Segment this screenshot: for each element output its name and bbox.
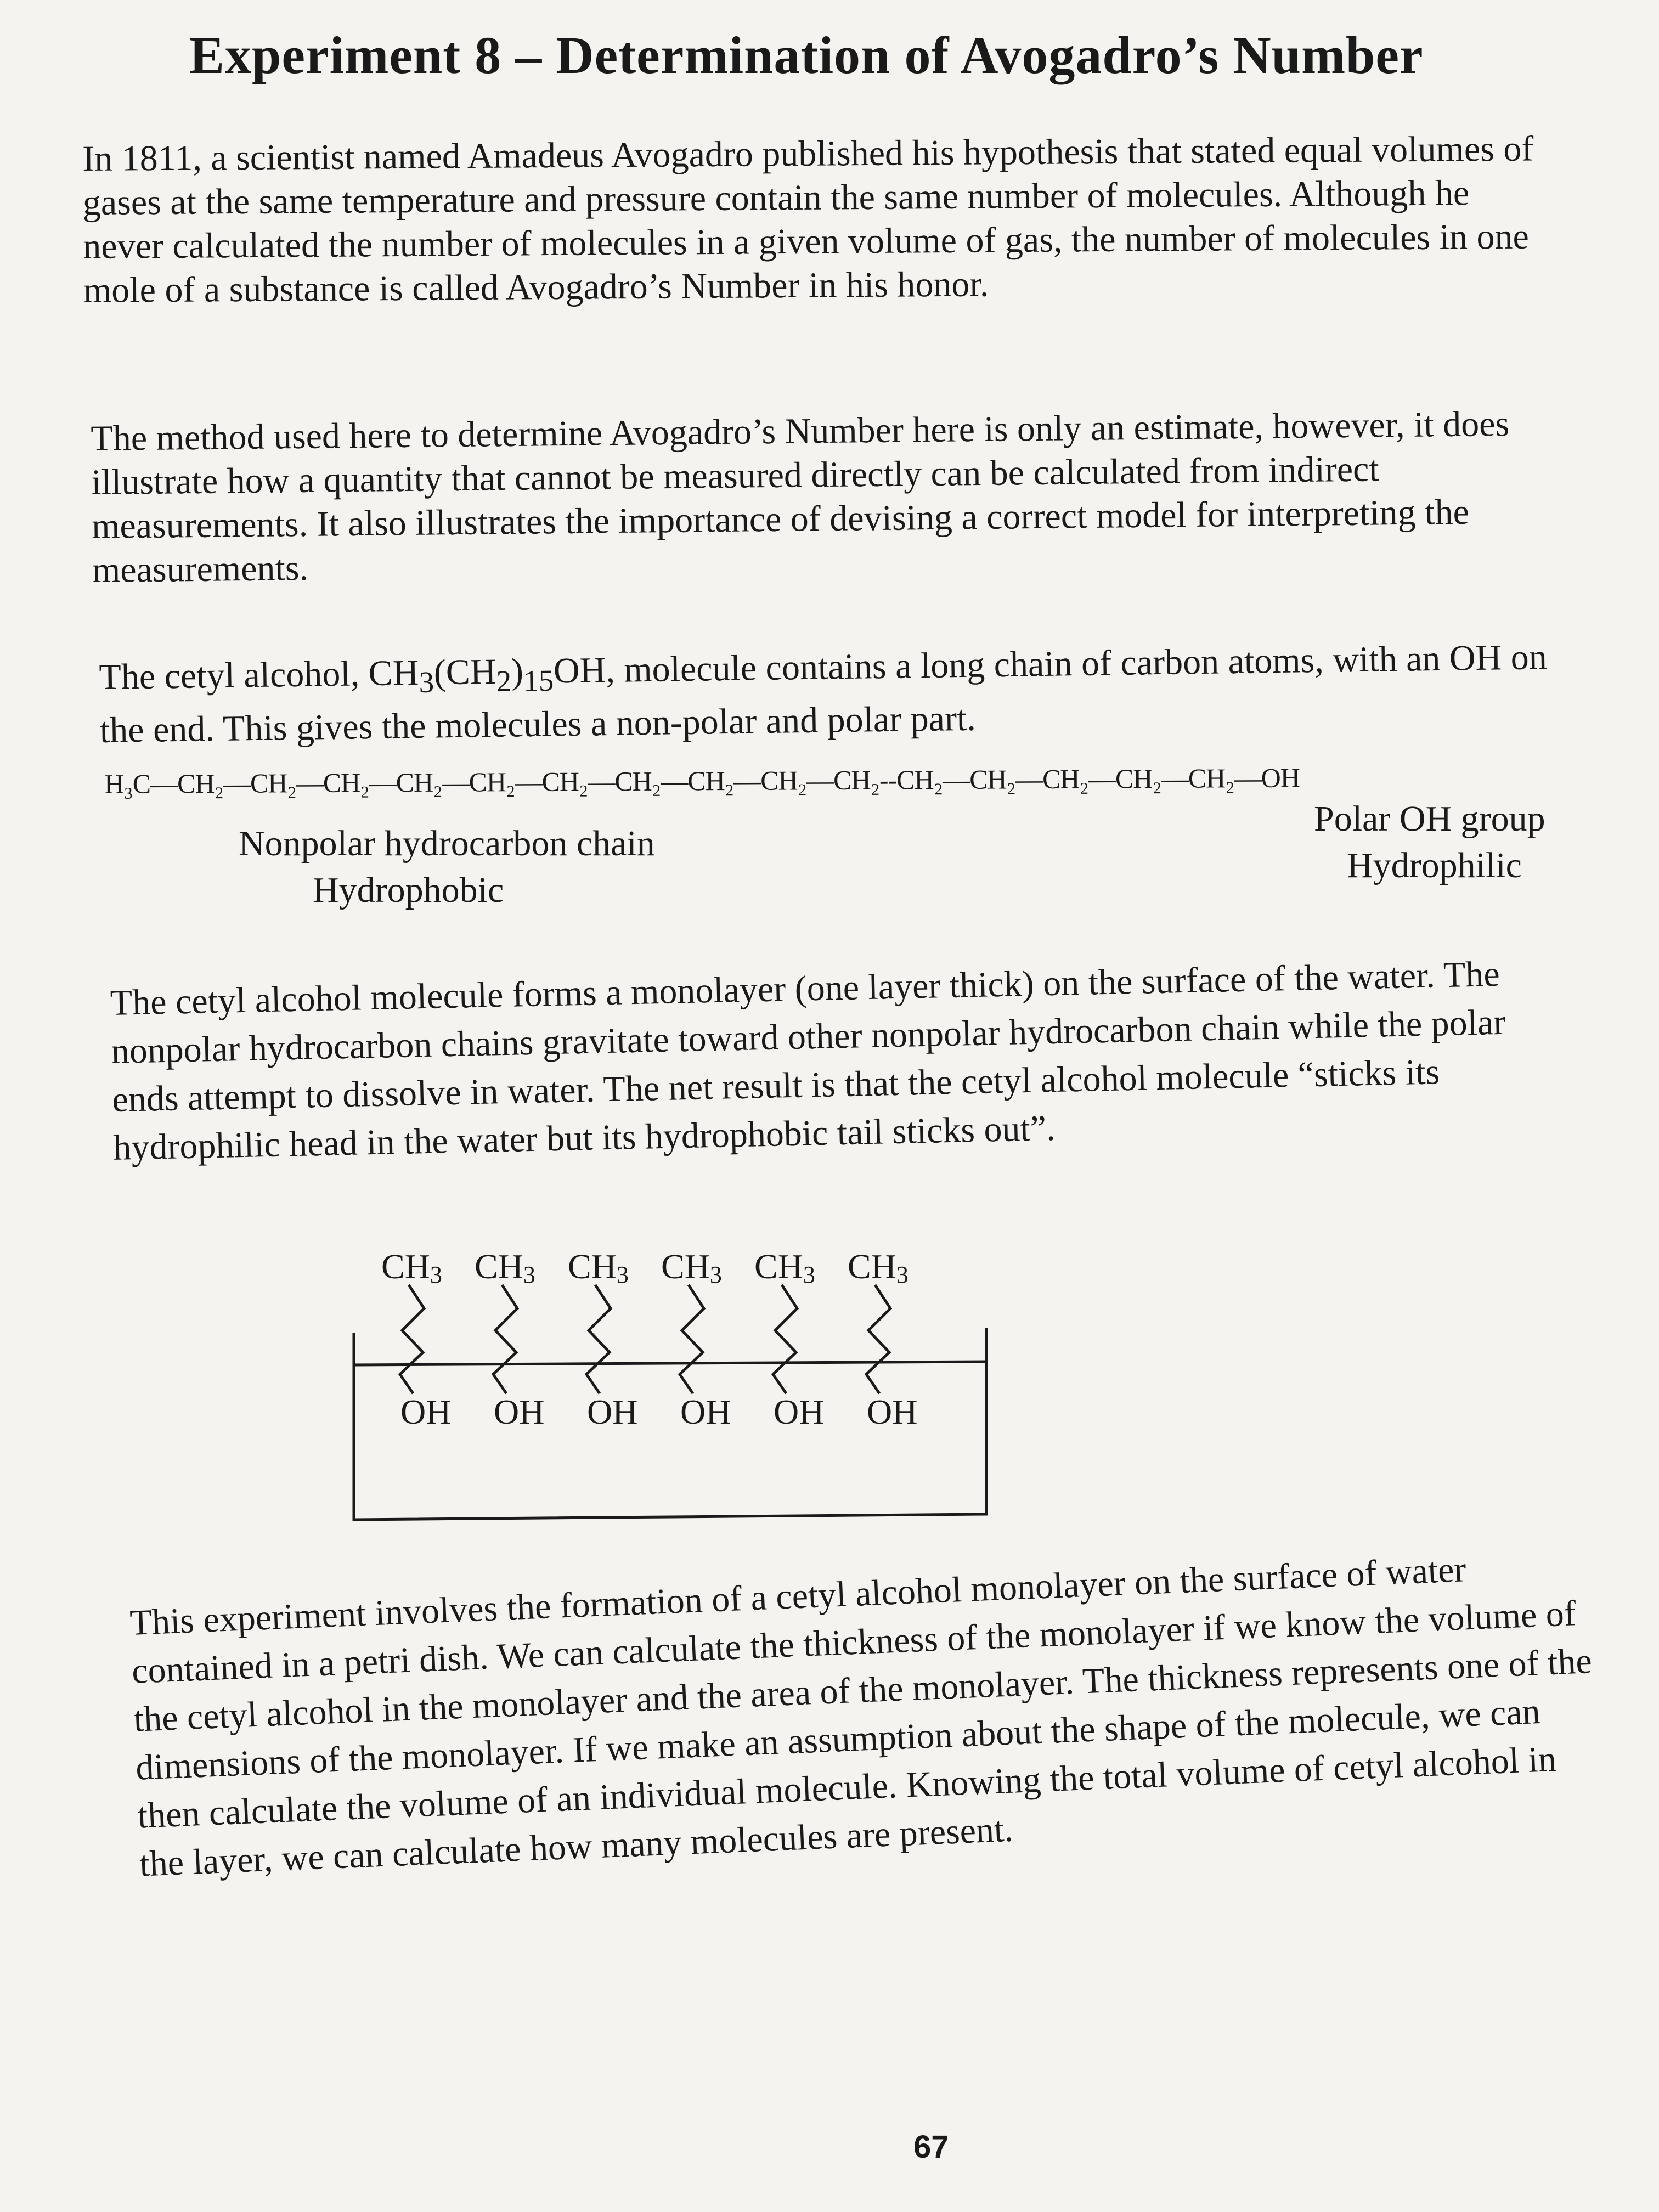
water-surface-line	[354, 1362, 986, 1365]
monolayer-diagram	[346, 1240, 1004, 1525]
p3-text-before: The cetyl alcohol, CH	[99, 652, 419, 697]
hydrocarbon-tail	[866, 1285, 890, 1393]
ch3-label: CH3	[848, 1247, 909, 1288]
paragraph-cetyl-alcohol	[99, 635, 1559, 753]
oh-label: OH	[867, 1392, 918, 1431]
ch3-label: CH3	[754, 1247, 815, 1288]
page-title: Experiment 8 – Determination of Avogadro’s Number	[189, 26, 1424, 84]
nonpolar-label: Nonpolar hydrocarbon chain	[239, 823, 655, 864]
paragraph-method: The method used here to determine Avogadro’s Number here is only an estimate, however, it does illustrate how a quantity that cannot be measured directly can be calculated from indirect measurements. It also illustrates the importance of devising a correct model for interpreting the measurements.	[91, 403, 1510, 590]
p3-text-mid2: )	[511, 651, 524, 692]
paragraph-monolayer: The cetyl alcohol molecule forms a monolayer (one layer thick) on the surface of the water. The nonpolar hydrocarbon chains gravitate toward other nonpolar hydrocarbon chain while the polar ends attempt to dissolve in water. The net result is that the cetyl alcohol molecule “sticks its hydrophilic head in the water but its hydrophobic tail sticks out”.	[110, 953, 1506, 1168]
p3-subscript-2: 2	[496, 664, 512, 698]
oh-label: OH	[680, 1392, 731, 1431]
hydrocarbon-tail	[493, 1285, 517, 1393]
hydrocarbon-tail	[586, 1285, 611, 1393]
p3-text-after: OH, molecule contains a long chain of carbon atoms, with an OH on the end. This gives the molecules a non-polar and polar part.	[99, 637, 1548, 751]
oh-label: OH	[400, 1392, 452, 1431]
molecule-group	[381, 1247, 917, 1431]
hydrocarbon-tail	[400, 1285, 424, 1393]
p3-subscript-3: 3	[419, 665, 435, 699]
paragraph-experiment: This experiment involves the formation of a cetyl alcohol monolayer on the surface of water contained in a petri dish. We can calculate the thickness of the monolayer if we know the volume of the cetyl alcohol in the monolayer and the area of the monolayer. The thickness represents one of the dimensions of the monolayer. If we make an assumption about the shape of the molecule, we can then calculate the volume of an individual molecule. Knowing the total volume of cetyl alcohol in the layer, we can calculate how many molecules are present.	[129, 1549, 1593, 1884]
oh-label: OH	[587, 1392, 638, 1431]
oh-label: OH	[774, 1392, 825, 1431]
paragraph-history: In 1811, a scientist named Amadeus Avogadro published his hypothesis that stated equal volumes of gases at the same temperature and pressure contain the same number of molecules. Although he never calculated the number of molecules in a given volume of gas, the number of molecules in one mole of a substance is called Avogadro’s Number in his honor.	[82, 128, 1534, 311]
page-number: 67	[913, 2129, 949, 2165]
ch3-label: CH3	[381, 1247, 442, 1288]
hydrocarbon-tail	[680, 1285, 704, 1393]
oh-label: OH	[494, 1392, 545, 1431]
p3-text-mid1: (CH	[433, 651, 496, 693]
p3-subscript-15: 15	[523, 663, 554, 698]
cetyl-chain-formula: H₃C—CH₂—CH₂—CH₂—CH₂—CH₂—CH₂—CH₂—CH₂—CH₂—CH₂--CH₂—CH₂—CH₂—CH₂—CH₂—OH	[104, 762, 1300, 799]
polar-group-label: Polar OH group	[1314, 799, 1545, 839]
hydrocarbon-tail	[773, 1285, 797, 1393]
hydrophilic-label: Hydrophilic	[1347, 845, 1522, 885]
ch3-label: CH3	[661, 1247, 722, 1288]
hydrophobic-label: Hydrophobic	[313, 870, 504, 910]
ch3-label: CH3	[568, 1247, 629, 1288]
ch3-label: CH3	[475, 1247, 535, 1288]
